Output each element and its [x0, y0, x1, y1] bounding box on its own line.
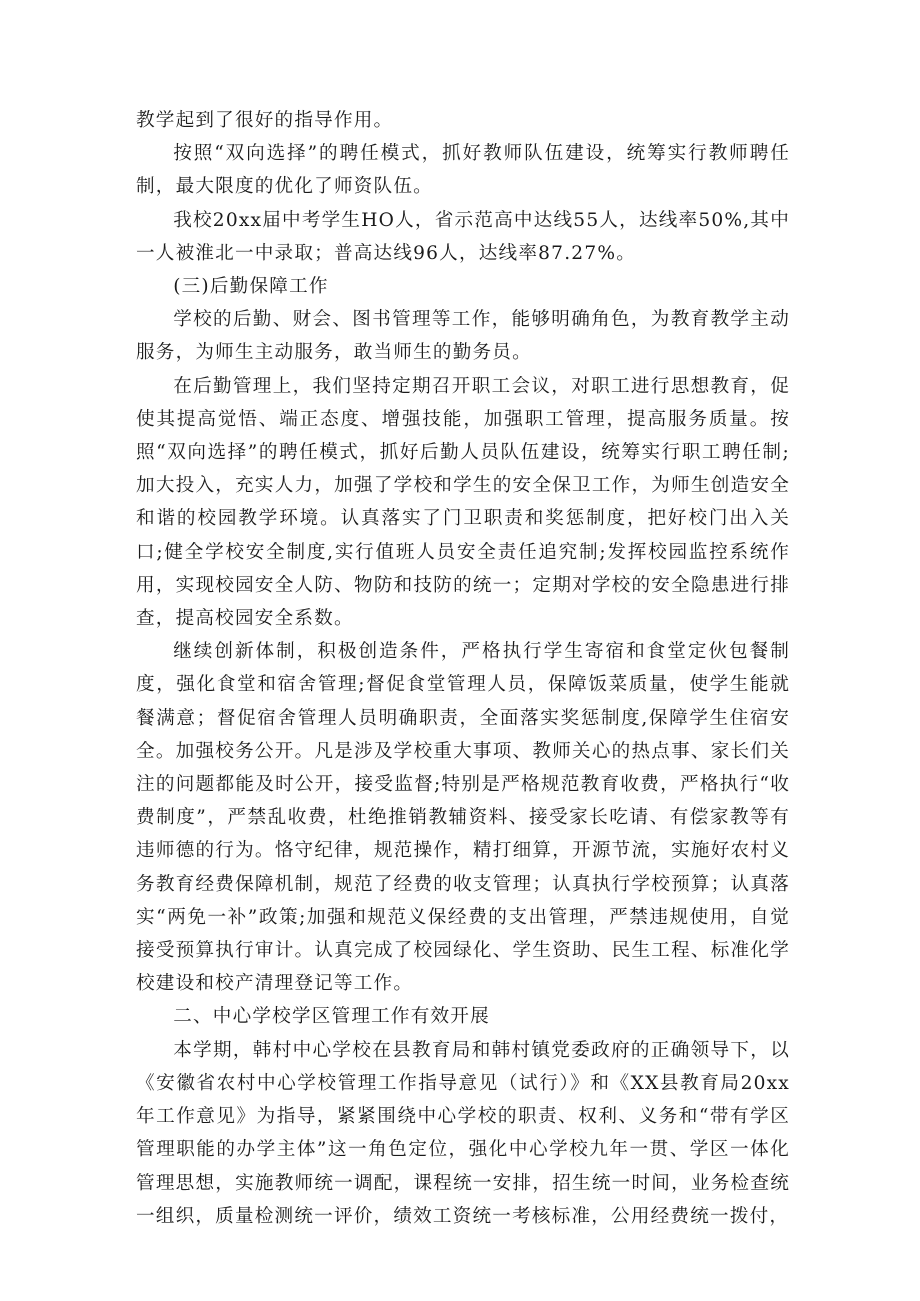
paragraph-district-management: 本学期，韩村中心学校在县教育局和韩村镇党委政府的正确领导下，以《安徽省农村中心学校管理工作指导意见（试行）》和《XX县教育局20xx年工作意见》为指导，紧紧围绕中心学校的职责、权利、义务和“带有学区管理职能的办学主体”这一角色定位，强化中心学校九年一贯、学区一体化管理思想，实施教师统一调配，课程统一安排，招生统一时间，业务检查统一组织，质量检测统一评价，绩效工资统一考核标准，公用经费统一拨付，: [136, 1039, 790, 1227]
paragraph-logistics-management: 在后勤管理上，我们坚持定期召开职工会议，对职工进行思想教育，促使其提高觉悟、端正态度、增强技能，加强职工管理，提高服务质量。按照“双向选择”的聘任模式，抓好后勤人员队伍建设，统筹实行职工聘任制;加大投入，充实人力，加强了学校和学生的安全保卫工作，为师生创造安全和谐的校园教学环境。认真落实了门卫职责和奖惩制度，把好校门出入关口;健全学校安全制度,实行值班人员安全责任追究制;发挥校园监控系统作用，实现校园安全人防、物防和技防的统一；定期对学校的安全隐患进行排查，提高校园安全系数。: [136, 375, 790, 630]
document-body: [136, 104, 790, 1233]
section-heading-district-management: 二、中心学校学区管理工作有效开展: [173, 1006, 490, 1028]
paragraph-continuation: 教学起到了很好的指导作用。: [136, 110, 394, 131]
paragraph-teacher-hiring: 按照“双向选择”的聘任模式，抓好教师队伍建设，统筹实行教师聘任制，最大限度的优化了师资队伍。: [136, 143, 790, 198]
paragraph-logistics-intro: 学校的后勤、财会、图书管理等工作，能够明确角色，为教育教学主动服务，为师生主动服务，敢当师生的勤务员。: [136, 309, 790, 364]
paragraph-exam-results: 我校20xx届中考学生HO人，省示范高中达线55人，达线率50%,其中一人被淮北一中录取；普高达线96人，达线率87.27%。: [136, 209, 790, 264]
paragraph-system-innovation: 继续创新体制，积极创造条件，严格执行学生寄宿和食堂定伙包餐制度，强化食堂和宿舍管理;督促食堂管理人员，保障饭菜质量，使学生能就餐满意；督促宿舍管理人员明确职责，全面落实奖惩制度,保障学生住宿安全。加强校务公开。凡是涉及学校重大事项、教师关心的热点事、家长们关注的问题都能及时公开，接受监督;特别是严格规范教育收费，严格执行“收费制度”，严禁乱收费，杜绝推销教辅资料、接受家长吃请、有偿家教等有违师德的行为。恪守纪律，规范操作，精打细算，开源节流，实施好农村义务教育经费保障机制，规范了经费的收支管理；认真执行学校预算；认真落实“两免一补”政策;加强和规范义保经费的支出管理，严禁违规使用，自觉接受预算执行审计。认真完成了校园绿化、学生资助、民生工程、标准化学校建设和校产清理登记等工作。: [136, 641, 790, 995]
section-heading-logistics: (三)后勤保障工作: [173, 276, 329, 298]
